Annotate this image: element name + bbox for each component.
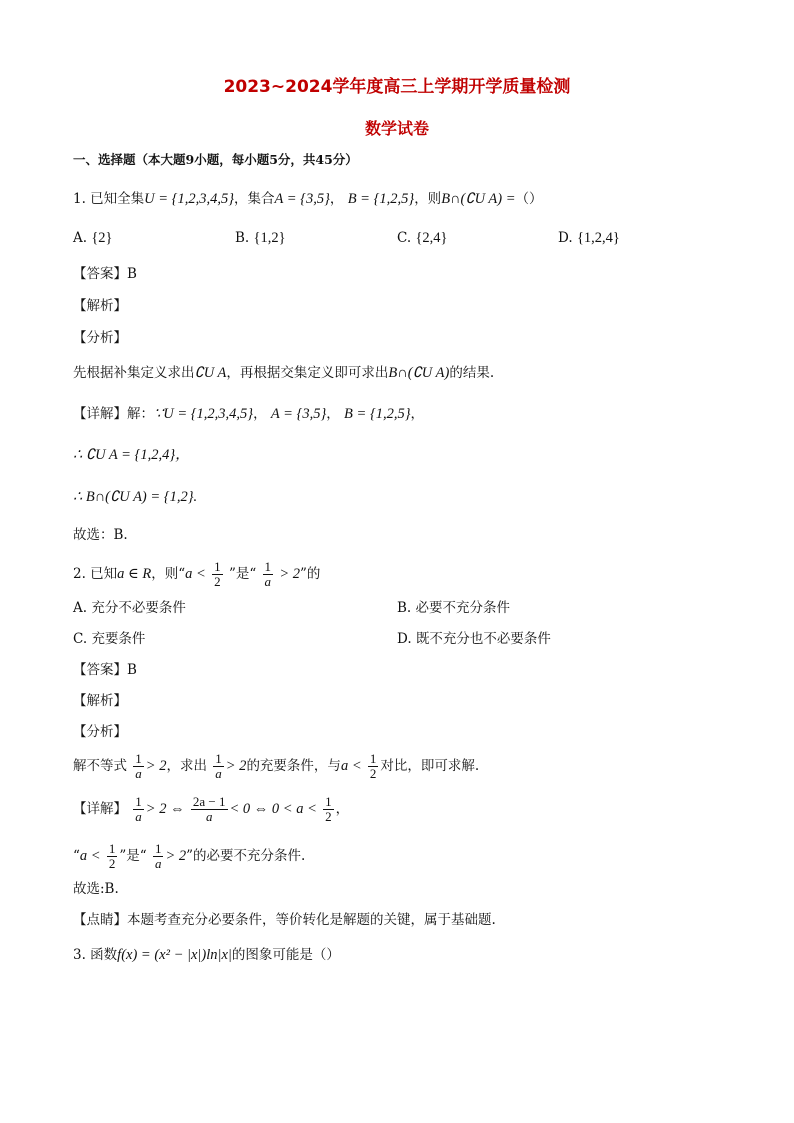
q2-option-c: C. 充要条件 xyxy=(73,631,146,647)
q1-analysis: 先根据补集定义求出∁U A，再根据交集定义即可求出B∩(∁U A)的结果. xyxy=(73,365,495,381)
q1-option-c: C. {2,4} xyxy=(397,230,448,246)
q2-option-d: D. 既不充分也不必要条件 xyxy=(397,631,551,647)
page-title: 2023~2024学年度高三上学期开学质量检测 xyxy=(223,77,571,97)
q2-answer: 【答案】B xyxy=(73,662,137,678)
fraction-one-half: $\frac{1}{2}$ xyxy=(214,559,221,589)
section-heading: 一、选择题（本大题9小题，每小题5分，共45分） xyxy=(73,152,358,167)
fraction-2a-minus-1: $\frac{2a - 1}{a}$ xyxy=(192,794,226,824)
question-2-stem: 2. 已知a ∈ R，则“a < $\frac{1}{2}$ ”是“ $\frac{1}{a}$ > 2”的 xyxy=(73,559,321,589)
q1-fenxi-label: 【分析】 xyxy=(73,330,127,346)
q2-detail: 【详解】 $\frac{1}{a}$ > 2 ⇔ $\frac{2a - 1}{a}$ < 0 ⇔ 0 < a < $\frac{1}{2}$ ， xyxy=(73,794,350,824)
page-subtitle: 数学试卷 xyxy=(364,119,429,138)
q2-analysis: 解不等式 $\frac{1}{a}$ > 2，求出 $\frac{1}{a}$ > 2的充要条件，与a < $\frac{1}{2}$ 对比，即可求解. xyxy=(73,751,480,781)
q2-fenxi-label: 【分析】 xyxy=(73,724,127,740)
q1-detail: 【详解】解：∵U = {1,2,3,4,5}， A = {3,5}， B = {1,2,5}， xyxy=(73,406,425,422)
question-3-stem: 3. 函数f(x) = (x² − |x|)ln|x|的图象可能是（） xyxy=(73,947,340,963)
question-1-stem: 1. 已知全集U = {1,2,3,4,5}，集合A = {3,5}， B = {1,2,5}，则B∩(∁U A) =（） xyxy=(73,191,543,207)
q1-jiexi-label: 【解析】 xyxy=(73,298,127,314)
q1-option-a: A. {2} xyxy=(73,230,113,246)
fraction-one-over-a: $\frac{1}{a}$ xyxy=(264,559,272,589)
q1-step-1: ∴ ∁U A = {1,2,4}， xyxy=(73,447,190,463)
q1-option-b: B. {1,2} xyxy=(235,230,286,246)
q2-option-b: B. 必要不充分条件 xyxy=(397,600,511,616)
q1-answer: 【答案】B xyxy=(73,266,137,282)
q1-choice: 故选：B. xyxy=(73,527,128,543)
q2-conclusion: “a < $\frac{1}{2}$ ”是“ $\frac{1}{a}$ > 2”的必要不充分条件. xyxy=(73,841,306,871)
q1-option-d: D. {1,2,4} xyxy=(558,230,620,246)
q2-choice: 故选:B. xyxy=(73,881,119,897)
q2-jiexi-label: 【解析】 xyxy=(73,693,127,709)
q2-option-a: A. 充分不必要条件 xyxy=(73,600,186,616)
q1-step-2: ∴ B∩(∁U A) = {1,2}. xyxy=(73,489,198,505)
q2-comment: 【点睛】本题考查充分必要条件，等价转化是解题的关键，属于基础题. xyxy=(73,912,496,928)
